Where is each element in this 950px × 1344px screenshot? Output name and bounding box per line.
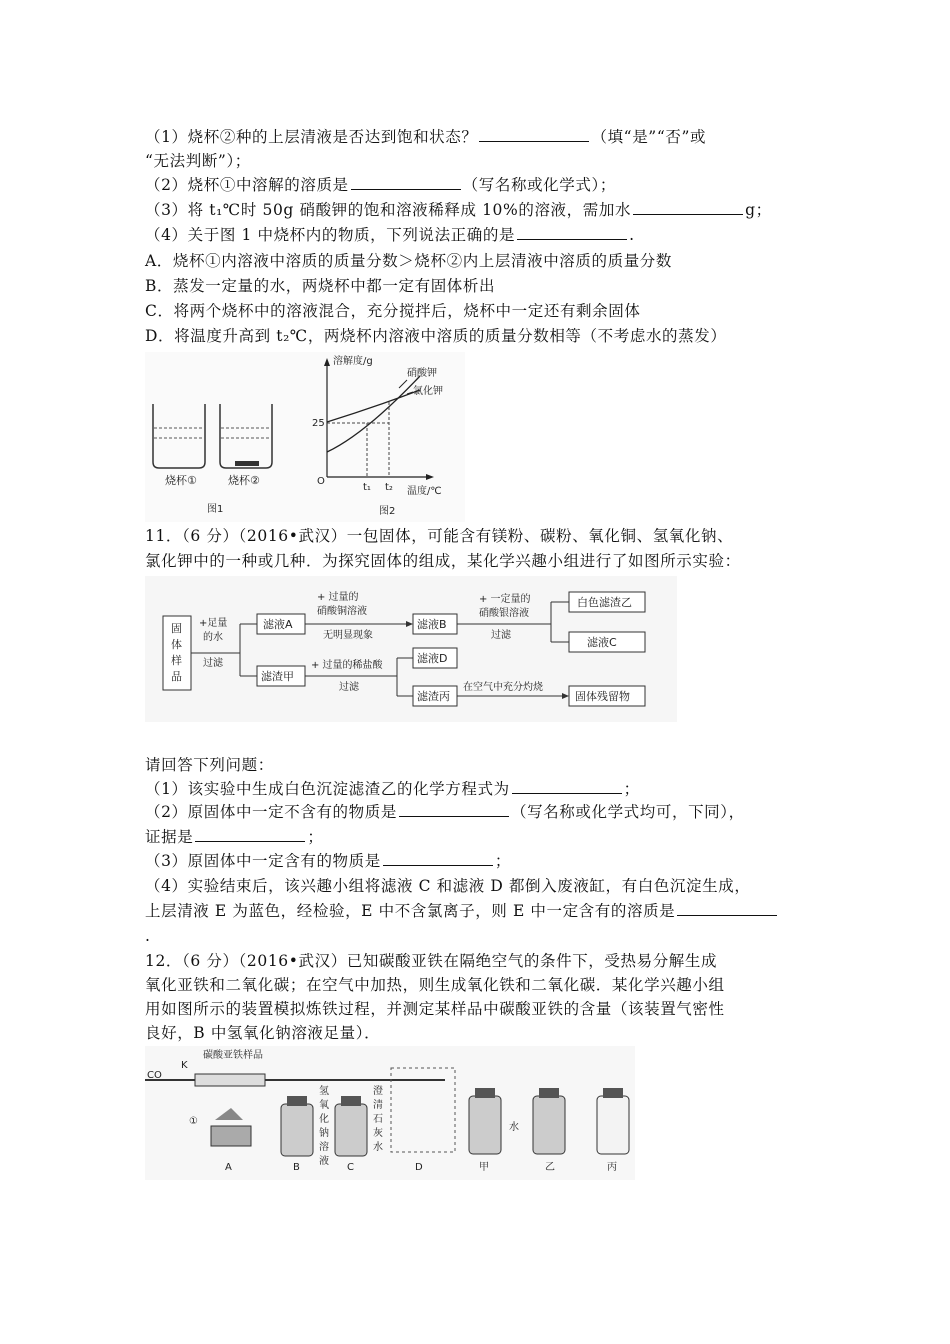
reagent-label: 硝酸银溶液 — [479, 608, 529, 619]
q10-option-b: B．蒸发一定量的水，两烧杯中都一定有固体析出 — [145, 277, 496, 295]
water-label: +足量 — [199, 618, 228, 629]
q10-figures — [145, 352, 465, 522]
q11-ask: 请回答下列问题： — [145, 756, 274, 774]
reagent-label: + 过量的稀盐酸 — [311, 660, 383, 671]
q11-part2-cont — [145, 826, 323, 848]
water-label: 的水 — [203, 632, 223, 643]
text: （写名称或化学式均可，下同）， — [510, 803, 745, 821]
bottle-c — [335, 1104, 367, 1156]
q10-option-c: C．将两个烧杯中的溶液混合，充分搅拌后，烧杯中一定还有剩余固体 — [145, 302, 641, 320]
text: （3）将 t₁℃时 50g 硝酸钾的饱和溶液稀释成 10%的溶液，需加水 — [145, 201, 632, 219]
text: （3）原固体中一定含有的物质是 — [145, 852, 381, 870]
q11-part4: （4）实验结束后，该兴趣小组将滤液 C 和滤液 D 都倒入废液缸，有白色沉淀生成， — [145, 877, 751, 895]
text: ； — [307, 828, 324, 846]
q11-part4-end: . — [145, 927, 151, 945]
curve-2-label: 氯化钾 — [413, 386, 443, 397]
text: ； — [494, 852, 511, 870]
text: （1）该实验中生成白色沉淀滤渣乙的化学方程式为 — [145, 780, 510, 798]
q10-part2 — [145, 174, 616, 196]
naoh-char: 液 — [319, 1156, 329, 1167]
tick-t1: t₁ — [363, 482, 371, 493]
q12-line-2: 氧化亚铁和二氧化碳；在空气中加热，则生成氧化铁和二氧化碳．某化学兴趣小组 — [145, 976, 725, 994]
label-bing: 丙 — [607, 1162, 617, 1173]
filtrate-c-label: 滤液C — [587, 636, 617, 649]
label-b: B — [293, 1162, 300, 1173]
naoh-char: 氧 — [319, 1100, 329, 1111]
text: ； — [623, 780, 640, 798]
bottle-c-cap — [341, 1096, 361, 1106]
text: （2）原固体中一定不含有的物质是 — [145, 803, 397, 821]
bottle-yi — [533, 1096, 565, 1154]
burner-icon — [211, 1126, 251, 1146]
text: 证据是 — [145, 828, 194, 846]
sample-char: 品 — [171, 670, 182, 683]
burn-label: 在空气中充分灼烧 — [463, 682, 543, 693]
answer-blank[interactable] — [512, 779, 622, 794]
limewater-char: 澄 — [373, 1086, 383, 1097]
q11-part2 — [145, 801, 745, 823]
q10-part1 — [145, 126, 706, 148]
answer-blank[interactable] — [383, 851, 493, 866]
q10-option-d: D．将温度升高到 t₂℃，两烧杯内溶液中溶质的质量分数相等（不考虑水的蒸发） — [145, 327, 727, 345]
bottle-b — [281, 1104, 313, 1156]
bottle-bing — [597, 1096, 629, 1154]
answer-blank[interactable] — [677, 901, 777, 916]
y-axis-label: 溶解度/g — [333, 356, 373, 367]
reaction-tube — [195, 1074, 265, 1086]
origin-label: O — [317, 476, 325, 487]
text: g； — [745, 201, 772, 219]
solid-residue-label: 固体残留物 — [575, 690, 630, 703]
filtrate-b-label: 滤液B — [417, 618, 447, 631]
bottle-jia-cap — [475, 1088, 495, 1098]
q10-part3 — [145, 199, 772, 221]
valve-label: K — [181, 1060, 188, 1071]
text: 上层清液 E 为蓝色，经检验，E 中不含氯离子，则 E 中一定含有的溶质是 — [145, 902, 676, 920]
sample-char: 固 — [171, 622, 182, 635]
text: （填“是”“否”或 — [591, 128, 707, 146]
label-jia: 甲 — [479, 1162, 489, 1173]
filter-label: 过滤 — [203, 658, 223, 669]
naoh-char: 钠 — [319, 1128, 329, 1139]
naoh-char: 氢 — [319, 1086, 329, 1097]
text: （1）烧杯②种的上层清液是否达到饱和状态？ — [145, 128, 478, 146]
co-label: CO — [147, 1070, 162, 1081]
sample-char: 样 — [171, 654, 182, 667]
naoh-char: 化 — [319, 1114, 329, 1125]
reagent-label: 硝酸铜溶液 — [317, 606, 367, 617]
filtrate-a-label: 滤液A — [263, 618, 293, 631]
limewater-char: 清 — [373, 1100, 383, 1111]
naoh-char: 溶 — [319, 1142, 329, 1153]
q12-line-4: 良好，B 中氢氧化钠溶液足量）． — [145, 1024, 381, 1042]
limewater-char: 石 — [373, 1114, 383, 1125]
circle-label: ① — [189, 1116, 198, 1127]
q12-line-3: 用如图所示的装置模拟炼铁过程，并测定某样品中碳酸亚铁的含量（该装置气密性 — [145, 1000, 725, 1018]
q10-part1-cont: “无法判断”）； — [145, 152, 251, 170]
label-c: C — [347, 1162, 354, 1173]
curve-1-label: 硝酸钾 — [407, 368, 437, 379]
reagent-label: + 一定量的 — [479, 594, 531, 605]
answer-blank[interactable] — [351, 175, 461, 190]
observation-label: 无明显现象 — [323, 630, 373, 641]
bottle-bing-cap — [603, 1088, 623, 1098]
residue-jia-label: 滤渣甲 — [261, 670, 294, 683]
limewater-char: 灰 — [373, 1128, 383, 1139]
reagent-label: + 过量的 — [317, 592, 359, 603]
q11-header-1: 11．（6 分）（2016•武汉）一包固体，可能含有镁粉、碳粉、氧化铜、氢氧化钠、 — [145, 527, 734, 545]
limewater-char: 水 — [373, 1142, 383, 1153]
text: （2）烧杯①中溶解的溶质是 — [145, 176, 349, 194]
q11-part4-cont — [145, 900, 779, 922]
x-axis-label: 温度/℃ — [407, 486, 442, 497]
answer-blank[interactable] — [517, 225, 627, 240]
q12-line-1: 12．（6 分）（2016•武汉）已知碳酸亚铁在隔绝空气的条件下，受热易分解生成 — [145, 952, 718, 970]
q12-apparatus — [145, 1046, 635, 1180]
beaker-1-label: 烧杯① — [165, 474, 197, 487]
q10-part4 — [145, 224, 635, 246]
label-yi: 乙 — [545, 1162, 555, 1173]
tick-25: 25 — [312, 418, 325, 429]
q11-flowchart — [145, 576, 677, 722]
text: （4）关于图 1 中烧杯内的物质，下列说法正确的是 — [145, 226, 516, 244]
water-label: 水 — [509, 1122, 519, 1133]
filter-label: 过滤 — [491, 630, 511, 641]
filter-label: 过滤 — [339, 682, 359, 693]
q10-option-a: A．烧杯①内溶液中溶质的质量分数＞烧杯②内上层清液中溶质的质量分数 — [145, 252, 672, 270]
white-residue-yi-label: 白色滤渣乙 — [577, 596, 632, 609]
label-a: A — [225, 1162, 232, 1173]
label-d: D — [415, 1162, 423, 1173]
answer-blank[interactable] — [479, 127, 589, 142]
answer-blank[interactable] — [633, 200, 743, 215]
residue-bing-label: 滤渣丙 — [417, 690, 450, 703]
undissolved-solid — [235, 461, 259, 466]
answer-blank[interactable] — [195, 827, 305, 842]
sample-char: 体 — [171, 638, 182, 651]
answer-blank[interactable] — [399, 802, 509, 817]
q11-header-2: 氯化钾中的一种或几种．为探究固体的组成，某化学兴趣小组进行了如图所示实验： — [145, 552, 741, 570]
bottle-yi-cap — [539, 1088, 559, 1098]
beaker-2-label: 烧杯② — [228, 474, 260, 487]
text: . — [629, 226, 635, 244]
tick-t2: t₂ — [385, 482, 393, 493]
filtrate-d-label: 滤液D — [417, 652, 448, 665]
bottle-jia — [469, 1096, 501, 1154]
sample-label: 碳酸亚铁样品 — [203, 1050, 263, 1061]
q11-part3 — [145, 850, 511, 872]
bottle-b-cap — [287, 1096, 307, 1106]
q11-part1 — [145, 778, 640, 800]
figure-1-caption: 图1 — [207, 504, 224, 515]
text: （写名称或化学式）； — [462, 176, 616, 194]
figure-2-caption: 图2 — [379, 506, 396, 517]
